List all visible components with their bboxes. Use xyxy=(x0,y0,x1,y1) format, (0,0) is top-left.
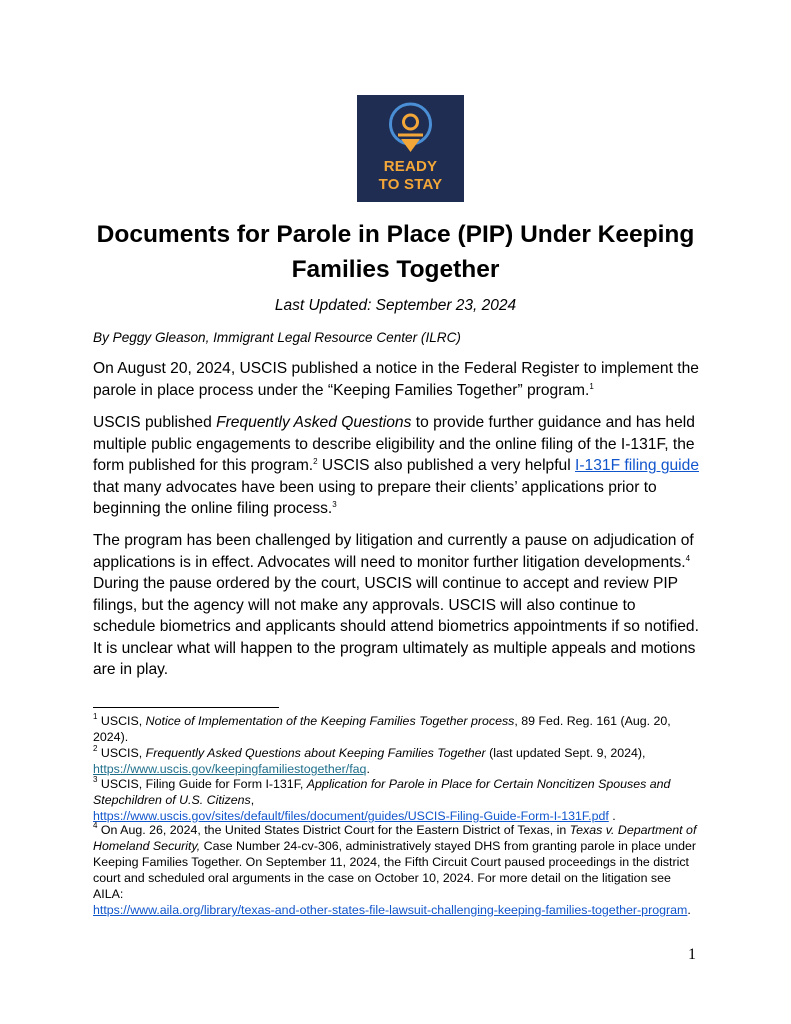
footnote-1-text-b: , 89 Fed. Reg. 161 (Aug. 20, 2024). xyxy=(93,714,671,744)
paragraph-2-text-c: USCIS also published a very helpful xyxy=(317,457,576,474)
footnote-2-end: . xyxy=(366,762,370,776)
paragraph-2-text-b: to provide further guidance and has held multiple public engagements to describe eligibility and the online filing of the I-131F, the form published for this program. xyxy=(93,414,695,474)
footnote-4-link[interactable]: https://www.aila.org/library/texas-and-other-states-file-lawsuit-challenging-keeping-families-together-program xyxy=(93,903,688,917)
logo-line1: READY xyxy=(383,158,438,175)
footnote-2-text-b: (last updated Sept. 9, 2024), xyxy=(485,746,646,760)
paragraph-3-text-a: The program has been challenged by litigation and currently a pause on adjudication of applications is in effect. Advocates will need to monitor further litigation developments. xyxy=(93,532,694,571)
last-updated: Last Updated: September 23, 2024 xyxy=(274,297,517,314)
footnote-1-text-a: USCIS, xyxy=(97,714,146,728)
footnote-3-link[interactable]: https://www.uscis.gov/sites/default/files/document/guides/USCIS-Filing-Guide-Form-I-131F.pdf xyxy=(93,809,609,823)
paragraph-2-text-a: USCIS published xyxy=(93,414,217,431)
footnote-1-number: 1 xyxy=(93,712,98,721)
i131f-filing-guide-link[interactable]: I-131F filing guide xyxy=(575,457,699,474)
footnote-3-end: . xyxy=(608,809,616,823)
footnote-ref-3[interactable]: 3 xyxy=(332,500,337,509)
page-title xyxy=(60,217,731,287)
footnote-2-italic: Frequently Asked Questions about Keeping Families Together xyxy=(145,746,486,760)
footnote-2-number: 2 xyxy=(93,744,98,753)
footnote-4-italic: Texas v. Department of Homeland Security, xyxy=(93,823,697,853)
logo-line2: TO STAY xyxy=(378,176,443,193)
footnote-ref-1[interactable]: 1 xyxy=(589,381,594,391)
footnote-4-number: 4 xyxy=(93,821,98,830)
footnote-3-text-a: USCIS, Filing Guide for Form I-131F, xyxy=(97,777,307,791)
title-line1: Documents for Parole in Place (PIP) Under Keeping xyxy=(96,221,695,248)
byline: By Peggy Gleason, Immigrant Legal Resource Center (ILRC) xyxy=(93,330,461,345)
footnote-ref-2[interactable]: 2 xyxy=(313,457,318,466)
footnote-3 xyxy=(93,776,699,824)
footnote-2-text-a: USCIS, xyxy=(97,746,146,760)
footnote-1 xyxy=(93,713,699,745)
footnote-2 xyxy=(93,745,699,777)
ready-to-stay-logo xyxy=(357,95,464,202)
footnote-4-end: . xyxy=(687,903,691,917)
paragraph-1 xyxy=(93,358,701,401)
paragraph-2 xyxy=(93,412,701,520)
paragraph-3-text-b: During the pause ordered by the court, USCIS will continue to accept and review PIP filings, but the agency will not make any approvals. USCIS will also continue to schedule biometrics and applicants should attend biometrics appointments if so notified. It is unclear what will happen to the program ultimately as multiple appeals and motions are in play. xyxy=(93,575,699,678)
footnote-4-text-a: On Aug. 26, 2024, the United States District Court for the Eastern District of Texas, in xyxy=(97,823,570,837)
footnote-2-link[interactable]: https://www.uscis.gov/keepingfamiliestogether/faq xyxy=(93,762,367,776)
page-number: 1 xyxy=(688,946,696,963)
footnote-3-italic: Application for Parole in Place for Certain Noncitizen Spouses and Stepchildren of U.S. Citizens xyxy=(93,777,671,807)
footnote-3-number: 3 xyxy=(93,775,98,784)
footnote-divider xyxy=(93,707,279,708)
footnote-4-text-b: Case Number 24-cv-306, administratively stayed DHS from granting parole in place under Keeping Families Together. On September 11, 2024, the Fifth Circuit Court paused proceedings in the district court and scheduled oral arguments in the case on October 10, 2024. For more detail on the litigation see AILA: xyxy=(93,839,697,901)
faq-title-italic: Frequently Asked Questions xyxy=(216,414,412,431)
paragraph-3 xyxy=(93,530,701,681)
footnote-3-text-b: , xyxy=(250,793,255,807)
paragraph-1-text: On August 20, 2024, USCIS published a notice in the Federal Register to implement the parole in place process under the “Keeping Families Together” program. xyxy=(93,360,699,399)
paragraph-2-text-d: that many advocates have been using to prepare their clients’ applications prior to beginning the online filing process. xyxy=(93,478,657,517)
title-line2: Families Together xyxy=(291,256,500,283)
footnote-ref-4[interactable]: 4 xyxy=(685,553,691,563)
footnote-4 xyxy=(93,822,699,918)
footnote-1-italic: Notice of Implementation of the Keeping Families Together process xyxy=(145,714,515,728)
